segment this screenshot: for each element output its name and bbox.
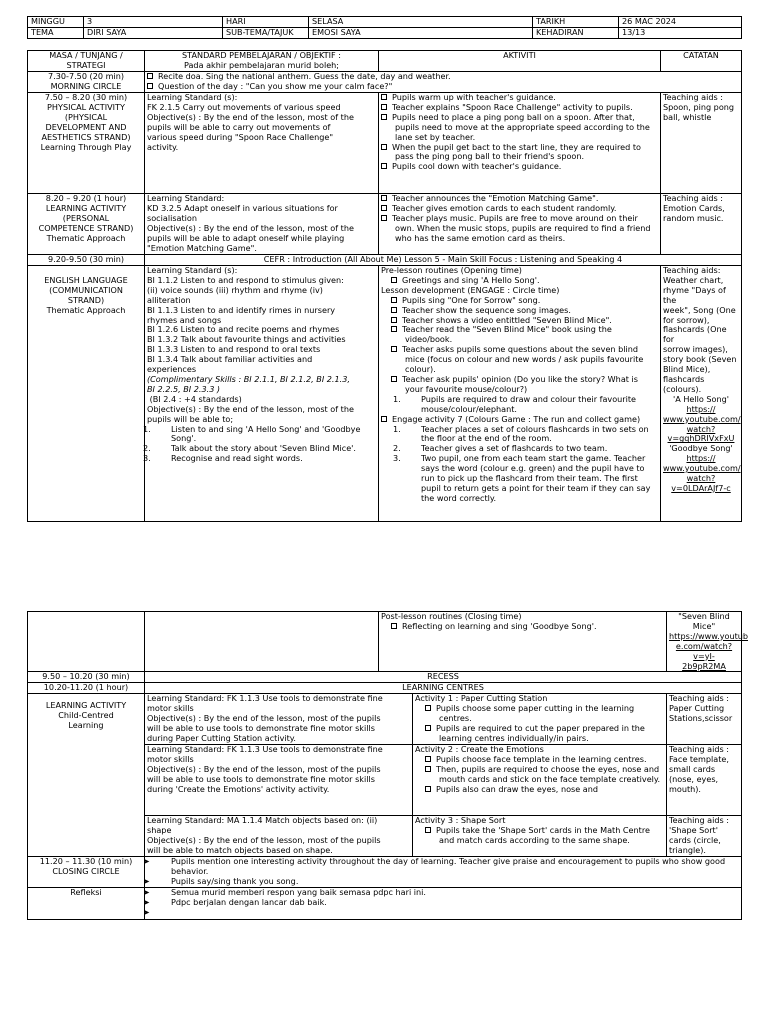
physical-standard-line: pupils will be able to carry out movements of bbox=[147, 121, 331, 132]
checkbox-icon bbox=[391, 317, 397, 323]
lesson-development-heading: Lesson development (ENGAGE : Circle time) bbox=[381, 284, 560, 295]
english-row bbox=[28, 266, 742, 522]
subtema-label: SUB-TEMA/TAJUK bbox=[223, 28, 309, 39]
learning-time-line: LEARNING ACTIVITY bbox=[45, 202, 127, 213]
checkbox-icon bbox=[381, 114, 387, 120]
notes-line: cards (circle, bbox=[669, 834, 721, 845]
post-lesson-item bbox=[381, 622, 664, 632]
activity-text: Teacher gives emotion cards to each student randomly. bbox=[392, 202, 617, 213]
activity-text: Teacher announces the "Emotion Matching Game". bbox=[392, 193, 599, 203]
goodbye-song-title: 'Goodbye Song' bbox=[669, 443, 733, 454]
notes-line: for sorrow), bbox=[663, 314, 710, 325]
checkbox-icon bbox=[381, 163, 387, 169]
col-masa-line: MASA / TUNJANG / bbox=[49, 50, 123, 60]
header-table bbox=[27, 16, 742, 39]
kehadiran-value: 13/13 bbox=[619, 28, 742, 39]
activity-text: Reflecting on learning and sing 'Goodbye Song'. bbox=[402, 620, 597, 631]
post-lesson-activities bbox=[379, 612, 667, 672]
activity-text: Teacher read the "Seven Blind Mice" book using the video/book. bbox=[402, 324, 612, 345]
checkbox-icon bbox=[381, 94, 387, 100]
hari-label: HARI bbox=[223, 17, 309, 28]
activity-text: Teacher show the sequence song images. bbox=[402, 304, 571, 315]
learning-time-line: Thematic Approach bbox=[46, 232, 126, 243]
morning-item-text: Recite doa. Sing the national anthem. Guess the date, day and weather. bbox=[158, 71, 451, 81]
tarikh-value: 26 MAC 2024 bbox=[619, 17, 742, 28]
notes-line: Teaching aids : bbox=[663, 92, 724, 102]
activity-text: Engage activity 7 (Colours Game : The run and collect game) bbox=[392, 413, 641, 424]
centres-left bbox=[28, 694, 145, 857]
english-time-line: (COMMUNICATION bbox=[49, 284, 123, 295]
tarikh-label: TARIKH bbox=[533, 17, 619, 28]
post-lesson-row bbox=[28, 612, 742, 672]
centre-standard-line: during Paper Cutting Station activity. bbox=[147, 733, 296, 744]
activity-text: Then, pupils are required to choose the eyes, nose and mouth cards and stick on the face template creatively. bbox=[436, 763, 661, 784]
empty-cell bbox=[28, 612, 145, 672]
english-standard-line: BI 1.1.2 Listen to and respond to stimulus given: bbox=[147, 274, 344, 285]
centre-activity-title: Activity 3 : Shape Sort bbox=[415, 814, 506, 825]
activity-text: Pupils sing "One for Sorrow" song. bbox=[402, 294, 541, 305]
notes-line: 'Shape Sort' bbox=[669, 824, 718, 835]
checkbox-icon bbox=[391, 297, 397, 303]
centre-standard-line: shape bbox=[147, 824, 172, 835]
centres-left-line: Child-Centred bbox=[58, 710, 114, 721]
notes-line: (nose, eyes, bbox=[669, 773, 719, 784]
hello-song-link[interactable]: www.youtube.com/ bbox=[663, 413, 741, 424]
activity-text: Pupils are required to cut the paper prepared in the learning centres individually/in pairs. bbox=[436, 723, 645, 744]
empty-cell bbox=[145, 612, 379, 672]
checkbox-icon bbox=[391, 277, 397, 283]
centre-standard-line: will be able to match objects based on shape. bbox=[147, 844, 333, 855]
dev-subitem: 1. Pupils are required to draw and colour their favourite mouse/colour/elephant. bbox=[393, 393, 637, 414]
checkbox-icon bbox=[391, 623, 397, 629]
english-standard-line: BI 1.3.3 Listen to and respond to oral texts bbox=[147, 344, 321, 355]
english-standard-line: BI 1.2.6 Listen to and recite poems and rhymes bbox=[147, 324, 340, 335]
recess-time: 9.50 – 10.20 (30 min) bbox=[28, 672, 145, 683]
activity-item bbox=[381, 113, 658, 143]
morning-activities bbox=[145, 72, 742, 93]
english-standard-line: BI 1.3.2 Talk about favourite things and activities bbox=[147, 334, 346, 345]
activity-text: Greetings and sing 'A Hello Song'. bbox=[402, 274, 540, 285]
notes-line: Spoon, ping pong bbox=[663, 101, 735, 112]
recess-label: RECESS bbox=[145, 672, 742, 683]
notes-line: flashcards bbox=[663, 373, 705, 384]
physical-row bbox=[28, 93, 742, 194]
subtema-value: EMOSI SAYA bbox=[309, 28, 533, 39]
centre-standard-line: Objective(s) : By the end of the lesson, most of the pupils bbox=[147, 713, 381, 724]
centre-2-activity bbox=[413, 744, 667, 815]
centre-1-activity bbox=[413, 694, 667, 745]
centre-standard-line: Learning Standard: MA 1.1.4 Match objects based on: (ii) bbox=[147, 814, 378, 825]
notes-line: Blind Mice), bbox=[663, 364, 711, 375]
post-lesson-notes bbox=[667, 611, 749, 672]
column-header-row bbox=[28, 51, 742, 72]
centre-standard-line: Objective(s) : By the end of the lesson, most of the pupils bbox=[147, 834, 381, 845]
lesson-plan-table bbox=[27, 50, 742, 522]
checkbox-icon bbox=[425, 827, 431, 833]
activity-text: Teacher gives a set of flashcards to two team. bbox=[421, 443, 608, 454]
activity-item bbox=[381, 162, 658, 172]
learning-standard-line: Learning Standard: bbox=[147, 193, 225, 203]
centre-1-notes bbox=[667, 694, 742, 745]
objective-item-text: Listen to and sing 'A Hello Song' and 'Goodbye Song'. bbox=[171, 423, 361, 444]
checkbox-icon bbox=[381, 195, 387, 201]
activity-text: Pupils choose face template in the learning centres. bbox=[436, 753, 647, 764]
activity-text: Pupils also can draw the eyes, nose and bbox=[436, 783, 599, 794]
closing-time-line: CLOSING CIRCLE bbox=[52, 865, 120, 876]
centre-activity-item bbox=[415, 765, 664, 785]
objective-item: 1. Listen to and sing 'A Hello Song' and 'Goodbye Song'. bbox=[143, 423, 361, 444]
objective-line: pupils will be able to; bbox=[147, 413, 234, 424]
english-standard-line: rhymes and songs bbox=[147, 314, 222, 325]
activity-text: Teacher plays music. Pupils are free to move around on their own. When the music stops, pupils are required to find a friend who has the same emotion card as theirs. bbox=[392, 212, 651, 243]
activity-text: When the pupil get bact to the start line, they are required to pass the ping pong ball to their friend's spoon. bbox=[392, 141, 641, 162]
learning-standard-line: Objective(s) : By the end of the lesson, most of the bbox=[147, 222, 354, 233]
english-time bbox=[28, 266, 145, 522]
refleksi-row bbox=[28, 887, 742, 919]
notes-line: mouth). bbox=[669, 783, 701, 794]
learning-standard-line: "Emotion Matching Game". bbox=[147, 242, 257, 253]
col-masa-line: STRATEGI bbox=[66, 59, 106, 70]
arrow-bullet-icon: ➤ bbox=[143, 906, 150, 917]
checkbox-icon bbox=[381, 144, 387, 150]
english-standard-line: BI 1.3.4 Talk about familiar activities and bbox=[147, 354, 313, 365]
mice-video-link[interactable]: 2b9pR2MA bbox=[682, 660, 726, 671]
centres-time: 10.20-11.20 (1 hour) bbox=[28, 683, 145, 694]
centre-activity-item bbox=[415, 704, 664, 724]
centre-activity-item bbox=[415, 826, 664, 846]
learning-time bbox=[28, 194, 145, 255]
centre-activity-title: Activity 2 : Create the Emotions bbox=[415, 743, 544, 754]
arrow-bullet-icon: ➤ bbox=[143, 886, 150, 897]
notes-line: story book (Seven bbox=[663, 354, 737, 365]
activity-text: Pupils mention one interesting activity throughout the day of learning. Teacher give praise and encouragement to pupils who show good behavior. bbox=[171, 855, 726, 876]
minggu-value: 3 bbox=[84, 17, 223, 28]
english-time-top: 9.20-9.50 (30 min) bbox=[28, 255, 145, 266]
english-notes bbox=[661, 266, 742, 522]
checkbox-icon bbox=[381, 416, 387, 422]
objective-item-text: Talk about the story about 'Seven Blind Mice'. bbox=[171, 443, 356, 454]
learning-time-line: COMPETENCE STRAND) bbox=[38, 222, 134, 233]
english-standard bbox=[145, 266, 379, 522]
notes-line: Teaching aids : bbox=[669, 814, 730, 825]
checkbox-icon bbox=[425, 786, 431, 792]
mice-video-title: "Seven Blind Mice" bbox=[678, 611, 733, 631]
refleksi-items bbox=[145, 887, 742, 919]
refleksi-text: Pdpc berjalan dengan lancar dab baik. bbox=[171, 896, 327, 907]
col-standard-line: STANDARD PEMBELAJARAN / OBJEKTIF : bbox=[182, 50, 341, 60]
checkbox-icon bbox=[425, 725, 431, 731]
centres-left-line: Learning bbox=[68, 720, 104, 731]
centre-standard-line: Learning Standard: FK 1.1.3 Use tools to demonstrate fine bbox=[147, 693, 383, 704]
goodbye-song-link[interactable]: watch? bbox=[686, 473, 716, 484]
physical-notes bbox=[661, 93, 742, 194]
morning-circle-row bbox=[28, 72, 742, 93]
learning-standard bbox=[145, 194, 379, 255]
centre-activity-item bbox=[415, 724, 664, 744]
centre-1-standard bbox=[145, 694, 413, 745]
centre-2-standard bbox=[145, 744, 413, 815]
physical-time-line: Learning Through Play bbox=[40, 141, 132, 152]
centre-activity-item bbox=[415, 785, 664, 795]
learning-row bbox=[28, 194, 742, 255]
cefr-banner: CEFR : Introduction (All About Me) Lesson 5 - Main Skill Focus : Listening and Speaking 4 bbox=[145, 255, 742, 266]
notes-line: Weather chart, bbox=[663, 274, 724, 285]
pre-lesson-heading: Pre-lesson routines (Opening time) bbox=[381, 265, 522, 275]
centre-3-activity bbox=[413, 815, 667, 856]
notes-line: Paper Cutting bbox=[669, 703, 725, 714]
objective-item: 3. Recognise and read sight words. bbox=[143, 453, 303, 464]
notes-line: Emotion Cards, bbox=[663, 202, 725, 213]
checkbox-icon bbox=[425, 766, 431, 772]
dev-item bbox=[381, 375, 658, 395]
centre-1-row bbox=[28, 694, 742, 745]
checkbox-icon bbox=[425, 756, 431, 762]
arrow-bullet-icon: ➤ bbox=[143, 855, 150, 866]
col-masa-header bbox=[28, 51, 145, 72]
physical-standard-line: FK 2.1.5 Carry out movements of various speed bbox=[147, 101, 341, 112]
arrow-bullet-icon: ➤ bbox=[143, 896, 150, 907]
checkbox-icon bbox=[147, 73, 153, 79]
notes-line: random music. bbox=[663, 212, 724, 223]
col-standard-line: Pada akhir pembelajaran murid boleh; bbox=[183, 59, 340, 70]
physical-standard bbox=[145, 93, 379, 194]
learning-standard-line: pupils will be able to adapt oneself while playing bbox=[147, 232, 345, 243]
complementary-skills-line: (Complimentary Skills : BI 2.1.1, BI 2.1.2, BI 2.1.3, bbox=[147, 373, 350, 384]
engage-item: 2. Teacher gives a set of flashcards to two team. bbox=[393, 443, 608, 454]
notes-line: Teaching aids : bbox=[669, 743, 730, 754]
physical-standard-line: Objective(s) : By the end of the lesson, most of the bbox=[147, 111, 354, 122]
recess-row bbox=[28, 672, 742, 683]
physical-activities bbox=[379, 93, 661, 194]
activity-text: Pupils cool down with teacher's guidance. bbox=[392, 161, 562, 172]
english-time-line: Thematic Approach bbox=[46, 304, 126, 315]
learning-standard-line: socialisation bbox=[147, 212, 198, 223]
morning-time bbox=[28, 72, 145, 93]
notes-line: flashcards (One for bbox=[663, 324, 730, 345]
english-standard-line: Learning Standard (s): bbox=[147, 265, 238, 275]
standards-count: (BI 2.4 : +4 standards) bbox=[147, 393, 242, 404]
learning-activities bbox=[379, 194, 661, 255]
centre-standard-line: will be able to use tools to demonstrate fine motor skills bbox=[147, 723, 375, 734]
notes-line: Face template, bbox=[669, 753, 729, 764]
notes-line: sorrow images), bbox=[663, 344, 728, 355]
col-catatan-header: CATATAN bbox=[661, 51, 742, 72]
activity-text: Pupils warm up with teacher's guidance. bbox=[392, 92, 556, 102]
refleksi-label: Refleksi bbox=[28, 887, 145, 919]
notes-line: Teaching aids: bbox=[663, 265, 721, 275]
learning-standard-line: KD 3.2.5 Adapt oneself in various situations for bbox=[147, 202, 338, 213]
goodbye-song-link[interactable]: www.youtube.com/ bbox=[663, 463, 741, 474]
learning-time-line: 8.20 – 9.20 (1 hour) bbox=[45, 193, 127, 203]
closing-time-line: 11.20 – 11.30 (10 min) bbox=[39, 855, 133, 866]
objective-item: 2. Talk about the story about 'Seven Blind Mice'. bbox=[143, 443, 356, 454]
activity-text: Teacher asks pupils some questions about the seven blind mice (focus on colour and new words / ask pupils favourite colour). bbox=[402, 344, 644, 375]
dev-item bbox=[381, 325, 658, 345]
english-standard-line: (ii) voice sounds (iii) rhythm and rhyme (iv) bbox=[147, 284, 323, 295]
morning-item-text: Question of the day : "Can you show me your calm face?" bbox=[158, 80, 393, 91]
notes-line: Teaching aids : bbox=[669, 693, 730, 704]
activity-item bbox=[381, 214, 658, 244]
english-banner-row bbox=[28, 255, 742, 266]
centre-3-standard bbox=[145, 815, 413, 856]
checkbox-icon bbox=[391, 326, 397, 332]
physical-standard-line: various speed during "Spoon Race Challenge" bbox=[147, 131, 334, 142]
centre-standard-line: motor skills bbox=[147, 703, 194, 714]
dev-item bbox=[381, 345, 658, 375]
centre-standard-line: Learning Standard: FK 1.1.3 Use tools to demonstrate fine bbox=[147, 743, 383, 754]
complementary-skills-line: BI 2.2.5, BI 2.3.3 ) bbox=[147, 383, 221, 394]
goodbye-song-link[interactable]: v=0LDArAJf7-c bbox=[671, 482, 731, 493]
activity-item bbox=[381, 143, 658, 163]
physical-time-line: AESTHETICS STRAND) bbox=[41, 131, 131, 142]
mice-video-link[interactable]: https://www.youtub bbox=[669, 630, 749, 641]
english-time-line: STRAND) bbox=[67, 294, 105, 305]
notes-line: rhyme "Days of the bbox=[663, 284, 729, 305]
notes-line: triangle). bbox=[669, 844, 706, 855]
notes-line: week", Song (One bbox=[663, 304, 736, 315]
english-activities bbox=[379, 266, 661, 522]
notes-line: (colours). bbox=[663, 383, 702, 394]
activity-text: Pupils are required to draw and colour their favourite mouse/colour/elephant. bbox=[421, 393, 637, 414]
physical-standard-line: Learning Standard (s): bbox=[147, 92, 238, 102]
notes-line: Stations,scissor bbox=[669, 713, 733, 724]
centres-left-line: LEARNING ACTIVITY bbox=[45, 700, 127, 711]
objective-item-text: Recognise and read sight words. bbox=[171, 453, 303, 464]
english-standard-line: experiences bbox=[147, 364, 197, 375]
closing-item bbox=[143, 855, 739, 877]
lesson-plan-table-continued bbox=[27, 611, 749, 920]
hello-song-link[interactable]: v=gqhDRIVxFxU bbox=[667, 433, 735, 444]
activity-text: Pupils take the 'Shape Sort' cards in the Math Centre and match cards according to the same shape. bbox=[436, 824, 650, 845]
arrow-bullet-icon: ➤ bbox=[143, 875, 150, 886]
engage-item: 1. Teacher places a set of colours flashcards in two sets on the floor at the end of the room. bbox=[393, 423, 649, 444]
english-time-line: ENGLISH LANGUAGE bbox=[44, 275, 128, 285]
tema-label: TEMA bbox=[28, 28, 84, 39]
refleksi-item bbox=[143, 896, 739, 908]
checkbox-icon bbox=[147, 83, 153, 89]
notes-line: small cards bbox=[669, 763, 716, 774]
col-standard-header bbox=[145, 51, 379, 72]
physical-time-line: PHYSICAL ACTIVITY bbox=[47, 101, 125, 112]
activity-text: Pupils choose some paper cutting in the learning centres. bbox=[436, 703, 635, 724]
centre-standard-line: motor skills bbox=[147, 753, 194, 764]
closing-time bbox=[28, 856, 145, 887]
checkbox-icon bbox=[381, 104, 387, 110]
closing-item bbox=[143, 875, 739, 887]
post-lesson-heading: Post-lesson routines (Closing time) bbox=[381, 611, 522, 621]
centre-standard-line: during 'Create the Emotions' activity activity. bbox=[147, 783, 330, 794]
tema-value: DIRI SAYA bbox=[84, 28, 223, 39]
learning-notes bbox=[661, 194, 742, 255]
centres-label: LEARNING CENTRES bbox=[145, 683, 742, 694]
closing-row bbox=[28, 856, 742, 887]
hari-value: SELASA bbox=[309, 17, 533, 28]
checkbox-icon bbox=[381, 205, 387, 211]
activity-text: Teacher places a set of colours flashcards in two sets on the floor at the end of the room. bbox=[421, 423, 649, 444]
physical-time-line: DEVELOPMENT AND bbox=[45, 121, 127, 132]
centres-heading-row bbox=[28, 683, 742, 694]
mice-video-link[interactable]: e.com/watch?v=yI- bbox=[675, 640, 733, 661]
physical-time-line: 7.50 – 8.20 (30 min) bbox=[44, 92, 128, 102]
checkbox-icon bbox=[391, 346, 397, 352]
centre-3-notes bbox=[667, 815, 742, 856]
notes-line: ball, whistle bbox=[663, 111, 712, 122]
checkbox-icon bbox=[425, 705, 431, 711]
activity-text: Teacher explains "Spoon Race Challenge" activity to pupils. bbox=[392, 101, 633, 112]
closing-activities bbox=[145, 856, 742, 887]
learning-time-line: (PERSONAL bbox=[62, 212, 110, 223]
checkbox-icon bbox=[381, 215, 387, 221]
hello-song-link[interactable]: watch? bbox=[686, 423, 716, 434]
kehadiran-label: KEHADIRAN bbox=[533, 28, 619, 39]
centre-standard-line: will be able to use tools to demonstrate fine motor skills bbox=[147, 773, 375, 784]
notes-line: Teaching aids : bbox=[663, 193, 724, 203]
goodbye-song-link[interactable]: https:// bbox=[686, 453, 716, 464]
centre-standard-line: Objective(s) : By the end of the lesson, most of the pupils bbox=[147, 763, 381, 774]
physical-standard-line: activity. bbox=[147, 141, 179, 152]
activity-text: Teacher shows a video entittled "Seven Blind Mice". bbox=[402, 314, 612, 325]
morning-item bbox=[147, 82, 739, 92]
minggu-label: MINGGU bbox=[28, 17, 84, 28]
physical-time-line: (PHYSICAL bbox=[64, 111, 108, 122]
activity-text: Two pupil, one from each team start the game. Teacher says the word (colour e.g. green) and the pupil have to run to pick up the flashcard from their team. The first pupil to return gets a point for their team if they can say the word correctly. bbox=[421, 453, 651, 503]
refleksi-item bbox=[143, 906, 739, 918]
activity-text: Teacher ask pupils' opinion (Do you like the story? What is your favourite mouse/colour?) bbox=[402, 373, 638, 394]
physical-time bbox=[28, 93, 145, 194]
engage-item: 3. Two pupil, one from each team start the game. Teacher says the word (colour e.g. green) and the pupil have to run to pick up the flashcard from their team. The first pupil to return gets a point for their team if they can say the word correctly. bbox=[393, 453, 651, 503]
morning-time-line: 7.30-7.50 (20 min) bbox=[48, 71, 124, 81]
checkbox-icon bbox=[391, 307, 397, 313]
objective-line: Objective(s) : By the end of the lesson, most of the bbox=[147, 403, 354, 414]
english-standard-line: alliteration bbox=[147, 294, 191, 305]
activity-text: Pupils need to place a ping pong ball on a spoon. After that, pupils need to move at the appropriate speed according to the lane set by teacher. bbox=[392, 111, 650, 142]
hello-song-link[interactable]: https:// bbox=[686, 403, 716, 414]
morning-time-line: MORNING CIRCLE bbox=[50, 80, 122, 91]
col-aktiviti-header: AKTIVITI bbox=[379, 51, 661, 72]
activity-text: Pupils say/sing thank you song. bbox=[171, 875, 299, 886]
centre-2-notes bbox=[667, 744, 742, 815]
refleksi-text: Semua murid memberi respon yang baik semasa pdpc hari ini. bbox=[171, 886, 426, 897]
checkbox-icon bbox=[391, 376, 397, 382]
hello-song-title: 'A Hello Song' bbox=[672, 393, 729, 404]
english-standard-line: BI 1.1.3 Listen to and identify rimes in nursery bbox=[147, 304, 336, 315]
centre-activity-title: Activity 1 : Paper Cutting Station bbox=[415, 693, 548, 704]
